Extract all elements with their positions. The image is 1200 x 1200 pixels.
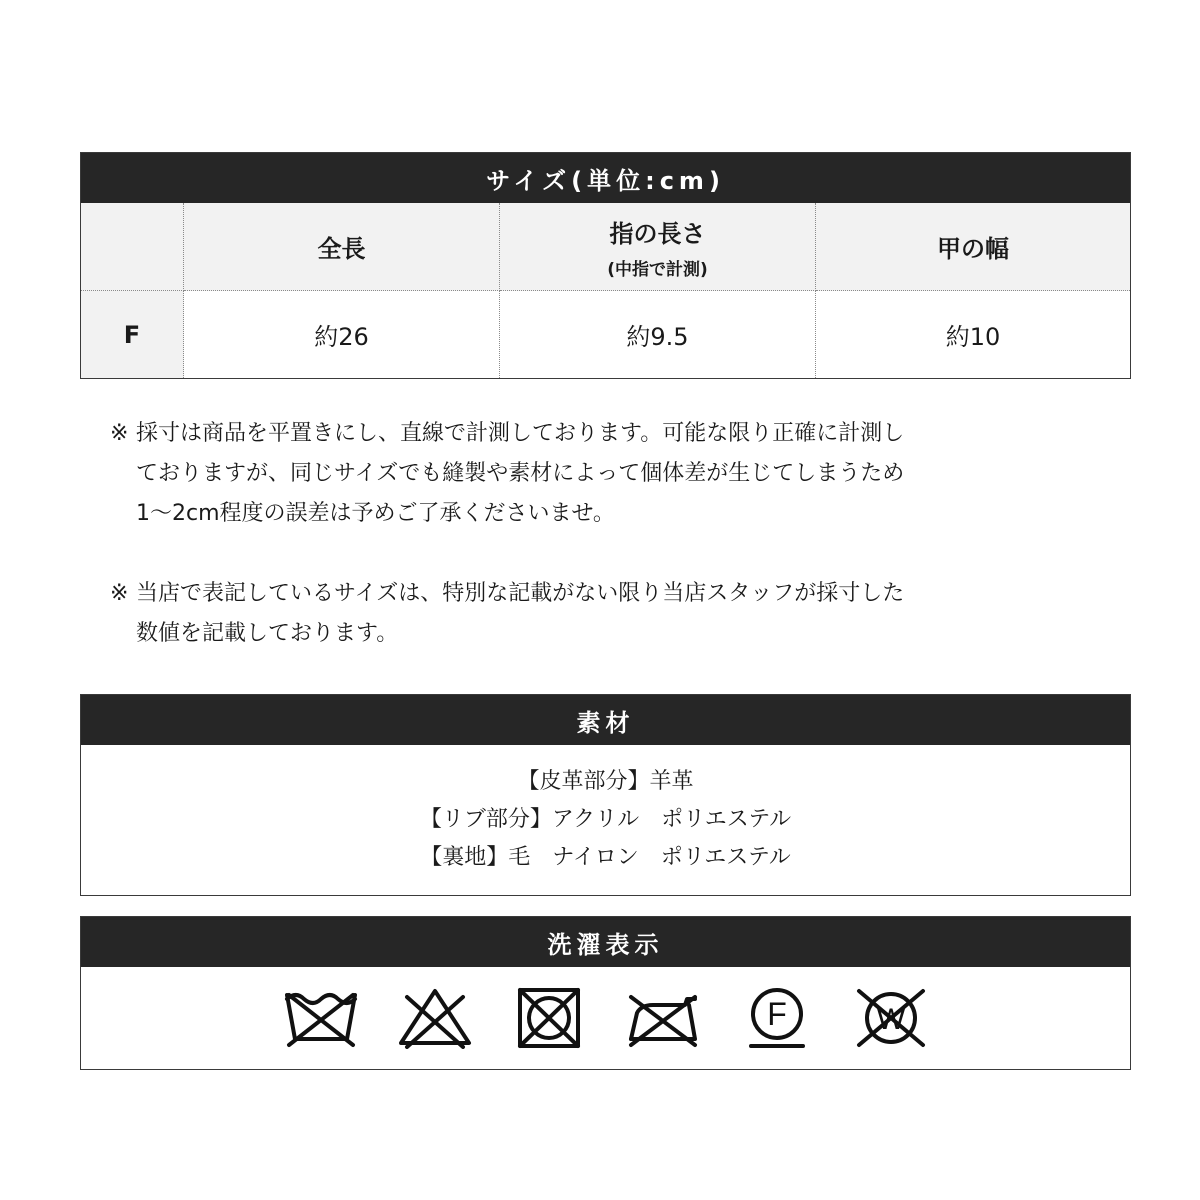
wet-clean-letter: W [876,1003,905,1036]
column-header-finger-label: 指の長さ [609,219,706,248]
no-bleach-icon [397,987,473,1049]
corner-cell [81,203,184,291]
size-table-title: サイズ(単位:cm) [81,153,1130,203]
material-line: 【リブ部分】アクリル ポリエステル [419,807,792,832]
materials-body [81,745,1130,895]
note-line: 1～2cm程度の誤差は予めご了承くださいませ。 [136,501,615,526]
note-mark: ※ [110,421,129,446]
dry-clean-f-icon [739,987,815,1049]
note-line: 数値を記載しております。 [136,621,399,646]
no-iron-icon [625,987,701,1049]
care-box [80,916,1131,1070]
column-header-width-label: 甲の幅 [937,235,1009,263]
column-header-length [184,203,500,291]
column-header-finger-sub: (中指で計測) [607,259,708,280]
no-tumble-dry-icon [511,987,587,1049]
value-finger: 約9.5 [500,291,816,378]
size-table [80,152,1131,379]
value-length: 約26 [184,291,500,378]
size-source-note [110,574,1030,654]
materials-box [80,694,1131,896]
measurement-note [110,414,1030,534]
column-header-finger [500,203,816,291]
column-header-width [816,203,1130,291]
row-label: F [81,291,184,378]
note-line: 採寸は商品を平置きにし、直線で計測しております。可能な限り正確に計測し [136,421,905,446]
no-wet-clean-icon [853,987,929,1049]
note-line: ておりますが、同じサイズでも縫製や素材によって個体差が生じてしまうため [136,461,905,486]
materials-title: 素材 [81,695,1130,745]
column-header-length-label: 全長 [317,235,366,263]
material-line: 【皮革部分】羊革 [517,769,694,794]
no-wash-icon [283,987,359,1049]
note-line: 当店で表記しているサイズは、特別な記載がない限り当店スタッフが採寸した [136,581,905,606]
note-mark: ※ [110,581,129,606]
care-icons [81,967,1130,1069]
material-line: 【裏地】毛 ナイロン ポリエステル [420,845,791,870]
dry-clean-letter: F [766,996,787,1032]
care-title: 洗濯表示 [81,917,1130,967]
value-width: 約10 [945,323,1001,351]
size-grid [81,203,1130,378]
